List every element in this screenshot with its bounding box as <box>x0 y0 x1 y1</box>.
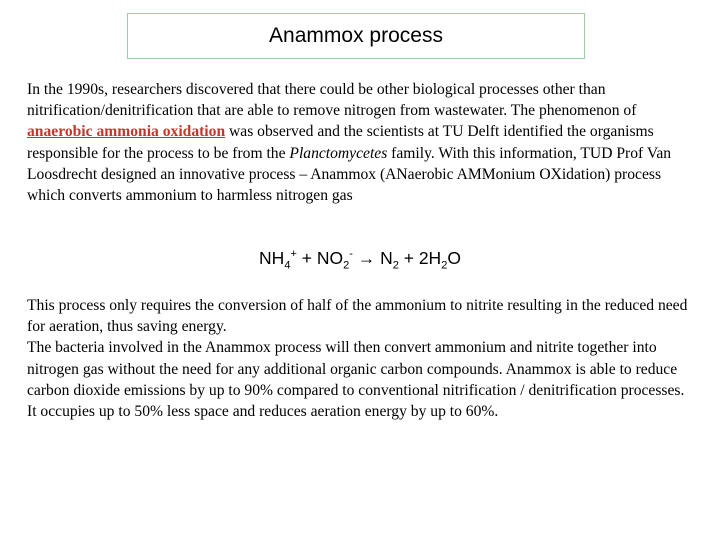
intro-text-2: was observed and the scientists at TU Delft identified the organisms responsible for the process to be from the <box>27 123 654 162</box>
intro-text-1: In the 1990s, researchers discovered that there could be other biological processes other than nitrification/denitrification that are able to remove nitrogen from wastewater. The phenomenon of <box>27 81 637 120</box>
arrow-icon: → <box>352 248 381 268</box>
slide-title-box <box>127 13 585 59</box>
eq-nh-sub: 4 <box>284 259 291 272</box>
benefits-line-2: The bacteria involved in the Anammox process will then convert ammonium and nitrite together into nitrogen gas without the need for any additional organic carbon compounds. Anammox is able to reduce carbon dioxide emissions by up to 90% compared to conventional nitrification / denitrification processes. It occupies up to 50% less space and reduces aeration energy by up to 60%. <box>27 339 685 421</box>
eq-n-sub: 2 <box>392 259 399 272</box>
eq-n: N <box>380 248 393 268</box>
chemical-equation <box>0 248 720 272</box>
benefits-paragraph <box>27 295 697 422</box>
eq-nh-sup: + <box>290 248 297 261</box>
eq-o: O <box>447 248 461 268</box>
eq-plus-h: + 2H <box>398 248 442 268</box>
eq-no-sub: 2 <box>343 259 350 272</box>
intro-text-3: family. With this information, TUD Prof Van Loosdrecht designed an innovative process – Anammox (ANaerobic AMMonium OXidation) process which converts ammonium to harmless nitrogen gas <box>27 144 672 205</box>
benefits-line-1: This process only requires the conversion of half of the ammonium to nitrite resulting in the reduced need for aeration, thus saving energy. <box>27 297 688 336</box>
eq-no-sup: - <box>349 248 353 261</box>
slide-title: Anammox process <box>269 24 443 47</box>
eq-h-sub: 2 <box>441 259 448 272</box>
eq-plus-no: + NO <box>296 248 344 268</box>
highlighted-term: anaerobic ammonia oxidation <box>27 123 226 141</box>
italic-term: Planctomycetes <box>289 144 388 162</box>
intro-paragraph <box>27 79 697 206</box>
eq-nh: NH <box>259 248 285 268</box>
